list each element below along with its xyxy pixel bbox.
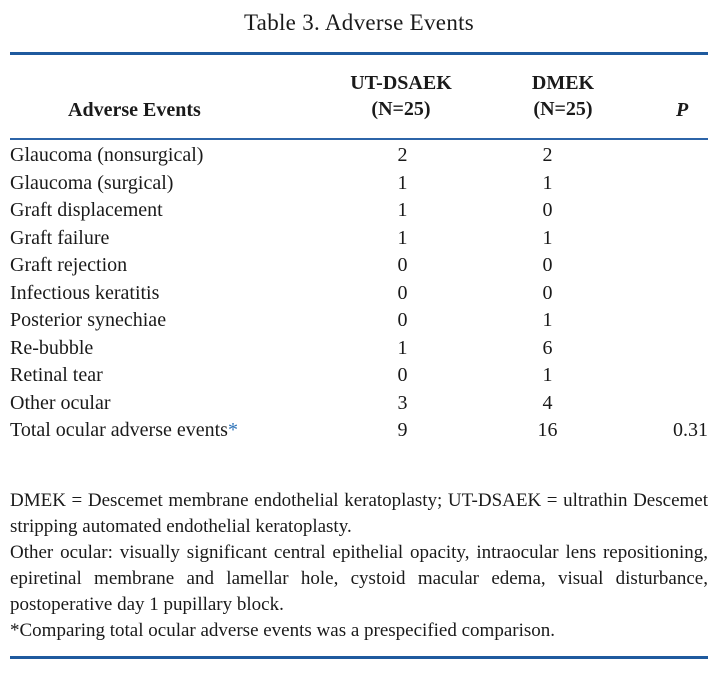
p-value [630, 252, 708, 280]
dmek-value: 2 [542, 144, 553, 166]
dmek-value: 1 [542, 226, 553, 249]
event-label: Posterior synechiae [10, 309, 167, 331]
table-row [10, 335, 708, 363]
event-cell [10, 417, 340, 445]
bottom-rule [10, 656, 708, 659]
header-dmek-n: (N=25) [533, 98, 593, 120]
header-rule [10, 138, 708, 140]
dmek-value: 6 [542, 336, 553, 359]
footnote-abbreviations: DMEK = Descemet membrane endothelial keratoplasty; UT-DSAEK = ultrathin Descemet stripping automated endothelial keratoplasty. [10, 490, 708, 537]
event-label: Graft failure [10, 226, 110, 249]
table-row [10, 197, 708, 225]
p-value [630, 335, 708, 363]
event-label: Retinal tear [10, 364, 103, 386]
table-row [10, 417, 708, 445]
ut-dsaek-value: 0 [397, 281, 408, 304]
p-value [630, 307, 708, 335]
event-cell [10, 362, 340, 390]
table-row [10, 280, 708, 308]
ut-dsaek-value: 1 [397, 171, 408, 194]
event-label: Infectious keratitis [10, 281, 160, 304]
event-label: Re-bubble [10, 336, 94, 359]
footnote-comparison: *Comparing total ocular adverse events was a prespecified comparison. [10, 620, 556, 641]
ut-dsaek-value: 2 [397, 144, 408, 166]
p-value [630, 197, 708, 225]
header-ut-dsaek-n: (N=25) [371, 98, 431, 120]
footnotes [10, 488, 708, 644]
adverse-events-table [10, 142, 708, 445]
event-cell [10, 197, 340, 225]
footnote-marker: * [227, 419, 238, 441]
table-row [10, 390, 708, 418]
event-cell [10, 142, 340, 170]
event-label: Other ocular [10, 391, 111, 414]
ut-dsaek-value: 1 [397, 336, 408, 359]
ut-dsaek-value: 0 [397, 364, 408, 386]
table-row [10, 170, 708, 198]
dmek-value: 4 [542, 391, 553, 414]
event-label: Graft rejection [10, 254, 128, 276]
header-adverse-events: Adverse Events [68, 99, 201, 121]
dmek-value: 0 [542, 254, 553, 276]
dmek-value: 16 [537, 419, 558, 441]
ut-dsaek-value: 1 [397, 199, 408, 221]
event-cell [10, 335, 340, 363]
p-value [630, 280, 708, 308]
table-body [10, 142, 708, 445]
table-row [10, 252, 708, 280]
p-value: 0.31 [673, 419, 708, 441]
event-label: Total ocular adverse events [10, 419, 228, 441]
event-cell [10, 252, 340, 280]
table-row [10, 362, 708, 390]
event-label: Graft displacement [10, 199, 163, 221]
event-cell [10, 280, 340, 308]
event-cell [10, 307, 340, 335]
ut-dsaek-value: 0 [397, 254, 408, 276]
ut-dsaek-value: 9 [397, 419, 408, 441]
event-cell [10, 390, 340, 418]
dmek-value: 1 [542, 171, 553, 194]
header-p: P [676, 99, 689, 121]
table-row [10, 225, 708, 253]
header-ut-dsaek-name: UT-DSAEK [350, 72, 452, 94]
dmek-value: 1 [542, 364, 553, 386]
top-rule [10, 52, 708, 55]
ut-dsaek-value: 0 [397, 309, 408, 331]
dmek-value: 0 [542, 199, 553, 221]
table-title: Table 3. Adverse Events [243, 10, 475, 35]
table-row [10, 142, 708, 170]
event-label: Glaucoma (surgical) [10, 171, 174, 194]
p-value [630, 225, 708, 253]
p-value [630, 362, 708, 390]
event-cell [10, 170, 340, 198]
p-value [630, 170, 708, 198]
event-cell [10, 225, 340, 253]
table-row [10, 307, 708, 335]
ut-dsaek-value: 1 [397, 226, 408, 249]
p-value [630, 390, 708, 418]
p-value [630, 142, 708, 170]
header-dmek [500, 70, 626, 122]
event-label: Glaucoma (nonsurgical) [10, 144, 204, 166]
footnote-other-ocular: Other ocular: visually significant central epithelial opacity, intraocular lens repositioning, epiretinal membrane and lamellar hole, cystoid macular edema, visual disturbance, postoperative day 1 pupillary block. [10, 542, 708, 615]
ut-dsaek-value: 3 [397, 391, 408, 414]
dmek-value: 1 [542, 309, 553, 331]
dmek-value: 0 [542, 281, 553, 304]
header-dmek-name: DMEK [531, 72, 595, 94]
header-ut-dsaek [330, 70, 472, 122]
